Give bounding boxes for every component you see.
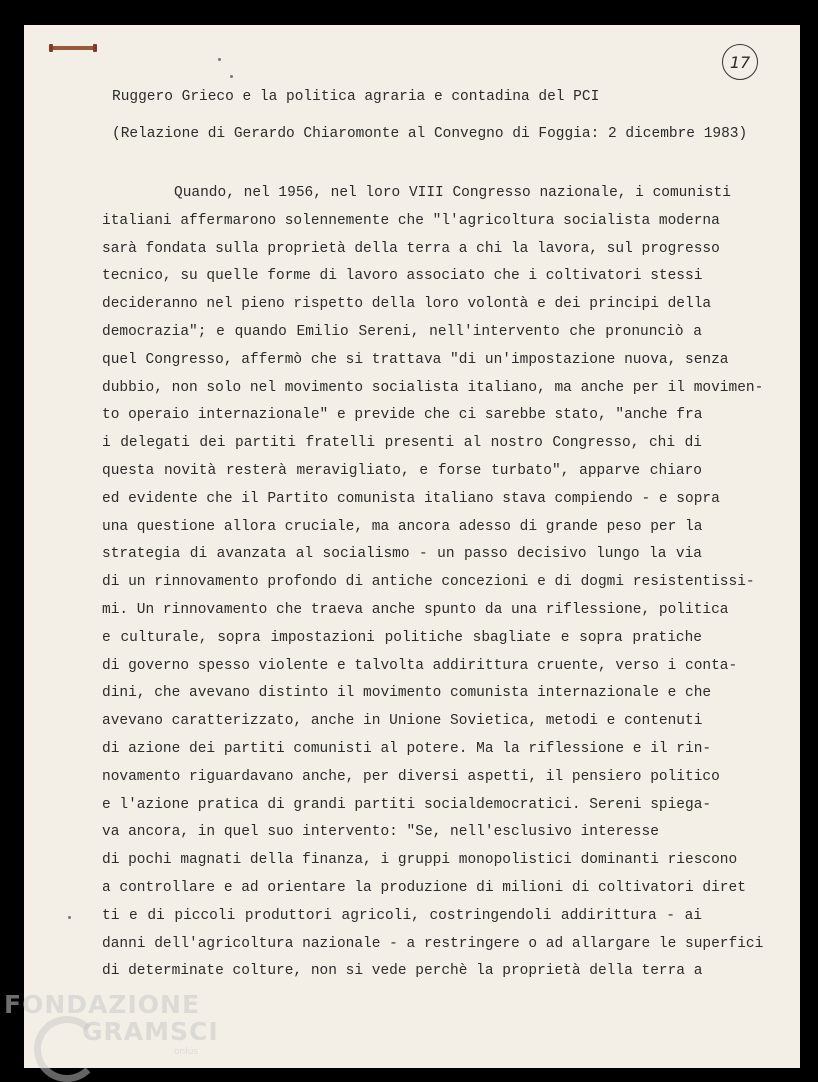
body-line: tecnico, su quelle forme di lavoro associato che i coltivatori stessi [102,268,703,285]
body-line: strategia di avanzata al socialismo - un passo decisivo lungo la via [102,546,702,563]
body-line: di un rinnovamento profondo di antiche concezioni e di dogmi resistentissi- [102,574,755,591]
body-line: una questione allora cruciale, ma ancora adesso di grande peso per la [102,518,703,535]
body-line: dini, che avevano distinto il movimento comunista internazionale e che [102,685,712,702]
body-line: questa novità resterà meravigliato, e forse turbato", apparve chiaro [102,462,702,479]
body-line: Quando, nel 1956, nel loro VIII Congresso nazionale, i comunisti [174,185,731,201]
body-line: mi. Un rinnovamento che traeva anche spunto da una riflessione, politica [102,601,729,618]
body-line: sarà fondata sulla proprietà della terra a chi la lavora, sul progresso [102,240,720,257]
paper-speck [218,58,221,61]
document-title: Ruggero Grieco e la politica agraria e contadina del PCI [112,89,600,105]
body-line: e culturale, sopra impostazioni politiche sbagliate e sopra pratiche [102,629,702,646]
body-line: democrazia"; e quando Emilio Sereni, nell'intervento che pronunciò a [102,323,702,340]
watermark-line: onlus [174,1047,199,1057]
paper-speck [68,916,71,919]
body-line: di governo spesso violente e talvolta addirittura cruente, verso i conta- [102,657,738,674]
body-line: avevano caratterizzato, anche in Unione Sovietica, metodi e contenuti [102,713,703,730]
body-line: di pochi magnati della finanza, i gruppi monopolistici dominanti riescono [102,852,738,869]
watermark-line: FONDAZIONE [4,990,201,1019]
watermark-line: GRAMSCI [82,1017,219,1046]
body-line: e l'azione pratica di grandi partiti socialdemocratici. Sereni spiega- [102,796,712,813]
body-line: a controllare e ad orientare la produzione di milioni di coltivatori diret [102,879,746,896]
body-text [102,180,764,986]
body-line: di azione dei partiti comunisti al potere. Ma la riflessione e il rin- [102,740,712,757]
body-line: to operaio internazionale" e previde che ci sarebbe stato, "anche fra [102,407,703,424]
body-line: dubbio, non solo nel movimento socialista italiano, ma anche per il movimen- [102,379,764,396]
body-line: decideranno nel pieno rispetto della loro volontà e dei principi della [102,296,712,313]
page-number: 17 [722,44,758,80]
staple-mark [50,46,96,50]
body-line: italiani affermarono solennemente che "l'agricoltura socialista moderna [102,212,720,229]
watermark [4,992,219,1057]
paper-speck [230,75,233,78]
body-line: i delegati dei partiti fratelli presenti al nostro Congresso, chi di [102,435,702,452]
body-line: ed evidente che il Partito comunista italiano stava compiendo - e sopra [102,490,720,507]
body-line: novamento riguardavano anche, per diversi aspetti, il pensiero politico [102,768,720,785]
body-line: danni dell'agricoltura nazionale - a restringere o ad allargare le superfici [102,935,764,952]
body-line: quel Congresso, affermò che si trattava "di un'impostazione nuova, senza [102,351,729,368]
body-line: ti e di piccoli produttori agricoli, costringendoli addirittura - ai [102,907,702,924]
document-subtitle: (Relazione di Gerardo Chiaromonte al Convegno di Foggia: 2 dicembre 1983) [112,126,748,142]
body-line: di determinate colture, non si vede perchè la proprietà della terra a [102,963,703,980]
body-line: va ancora, in quel suo intervento: "Se, nell'esclusivo interesse [102,824,659,841]
